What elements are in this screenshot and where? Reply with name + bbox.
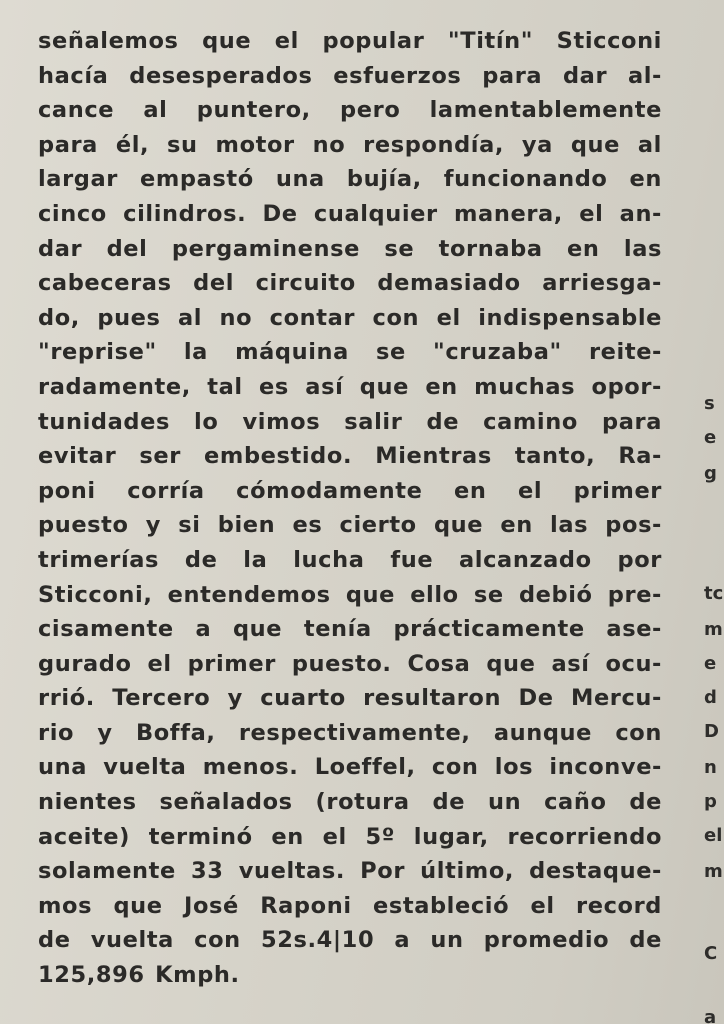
- article-line-18: cisamente a que tenía prácticamente ase-: [38, 616, 662, 643]
- article-line-19: gurado el primer puesto. Cosa que así ocu-: [38, 650, 662, 677]
- article-line-24: aceite) terminó en el 5º lugar, recorriendo: [38, 823, 662, 850]
- article-line-28: 125,896 Kmph.: [38, 962, 240, 989]
- article-line-21: rio y Boffa, respectivamente, aunque con: [38, 719, 662, 746]
- article-line-9: do, pues al no contar con el indispensable: [38, 304, 662, 331]
- article-line-27: de vuelta con 52s.4|10 a un promedio de: [38, 927, 662, 954]
- edge-fragment: m: [704, 861, 723, 882]
- article-line-16: trimerías de la lucha fue alcanzado por: [38, 546, 662, 573]
- article-line-25: solamente 33 vueltas. Por último, destaque-: [38, 858, 662, 885]
- article-line-7: dar del pergaminense se tornaba en las: [38, 235, 662, 262]
- edge-fragment: s: [704, 393, 715, 414]
- next-column-edge: [696, 0, 724, 1024]
- edge-fragment: g: [704, 463, 717, 484]
- edge-fragment: n: [704, 757, 717, 778]
- edge-fragment: e: [704, 653, 717, 674]
- article-line-3: cance al puntero, pero lamentablemente: [38, 97, 662, 124]
- edge-fragment: tc: [704, 583, 724, 604]
- article-line-11: radamente, tal es así que en muchas opor-: [38, 373, 662, 400]
- article-line-26: mos que José Raponi estableció el record: [38, 892, 662, 919]
- article-line-8: cabeceras del circuito demasiado arriesga-: [38, 270, 662, 297]
- article-line-12: tunidades lo vimos salir de camino para: [38, 408, 662, 435]
- edge-fragment: e: [704, 427, 717, 448]
- article-line-2: hacía desesperados esfuerzos para dar al-: [38, 62, 662, 89]
- edge-fragment: m: [704, 619, 723, 640]
- article-line-1: señalemos que el popular "Titín" Sticconi: [38, 28, 662, 54]
- article-line-14: poni corría cómodamente en el primer: [38, 477, 662, 504]
- edge-fragment: d: [704, 687, 717, 708]
- article-line-17: Sticconi, entendemos que ello se debió pre-: [38, 581, 662, 608]
- article-line-20: rrió. Tercero y cuarto resultaron De Mercu-: [38, 685, 662, 712]
- edge-fragment: a: [704, 1007, 717, 1024]
- article-line-10: "reprise" la máquina se "cruzaba" reite-: [38, 339, 662, 366]
- article-line-6: cinco cilindros. De cualquier manera, el an-: [38, 200, 662, 227]
- article-line-5: largar empastó una bujía, funcionando en: [38, 166, 662, 193]
- edge-fragment: C: [704, 943, 718, 964]
- article-line-23: nientes señalados (rotura de un caño de: [38, 789, 662, 816]
- article-line-13: evitar ser embestido. Mientras tanto, Ra-: [38, 443, 662, 470]
- article-column: [38, 24, 662, 993]
- edge-fragment: p: [704, 791, 717, 812]
- edge-fragment: D: [704, 721, 719, 742]
- article-line-15: puesto y si bien es cierto que en las pos-: [38, 512, 662, 539]
- article-line-4: para él, su motor no respondía, ya que al: [38, 131, 662, 158]
- article-line-22: una vuelta menos. Loeffel, con los inconve-: [38, 754, 662, 781]
- edge-fragment: el: [704, 825, 723, 846]
